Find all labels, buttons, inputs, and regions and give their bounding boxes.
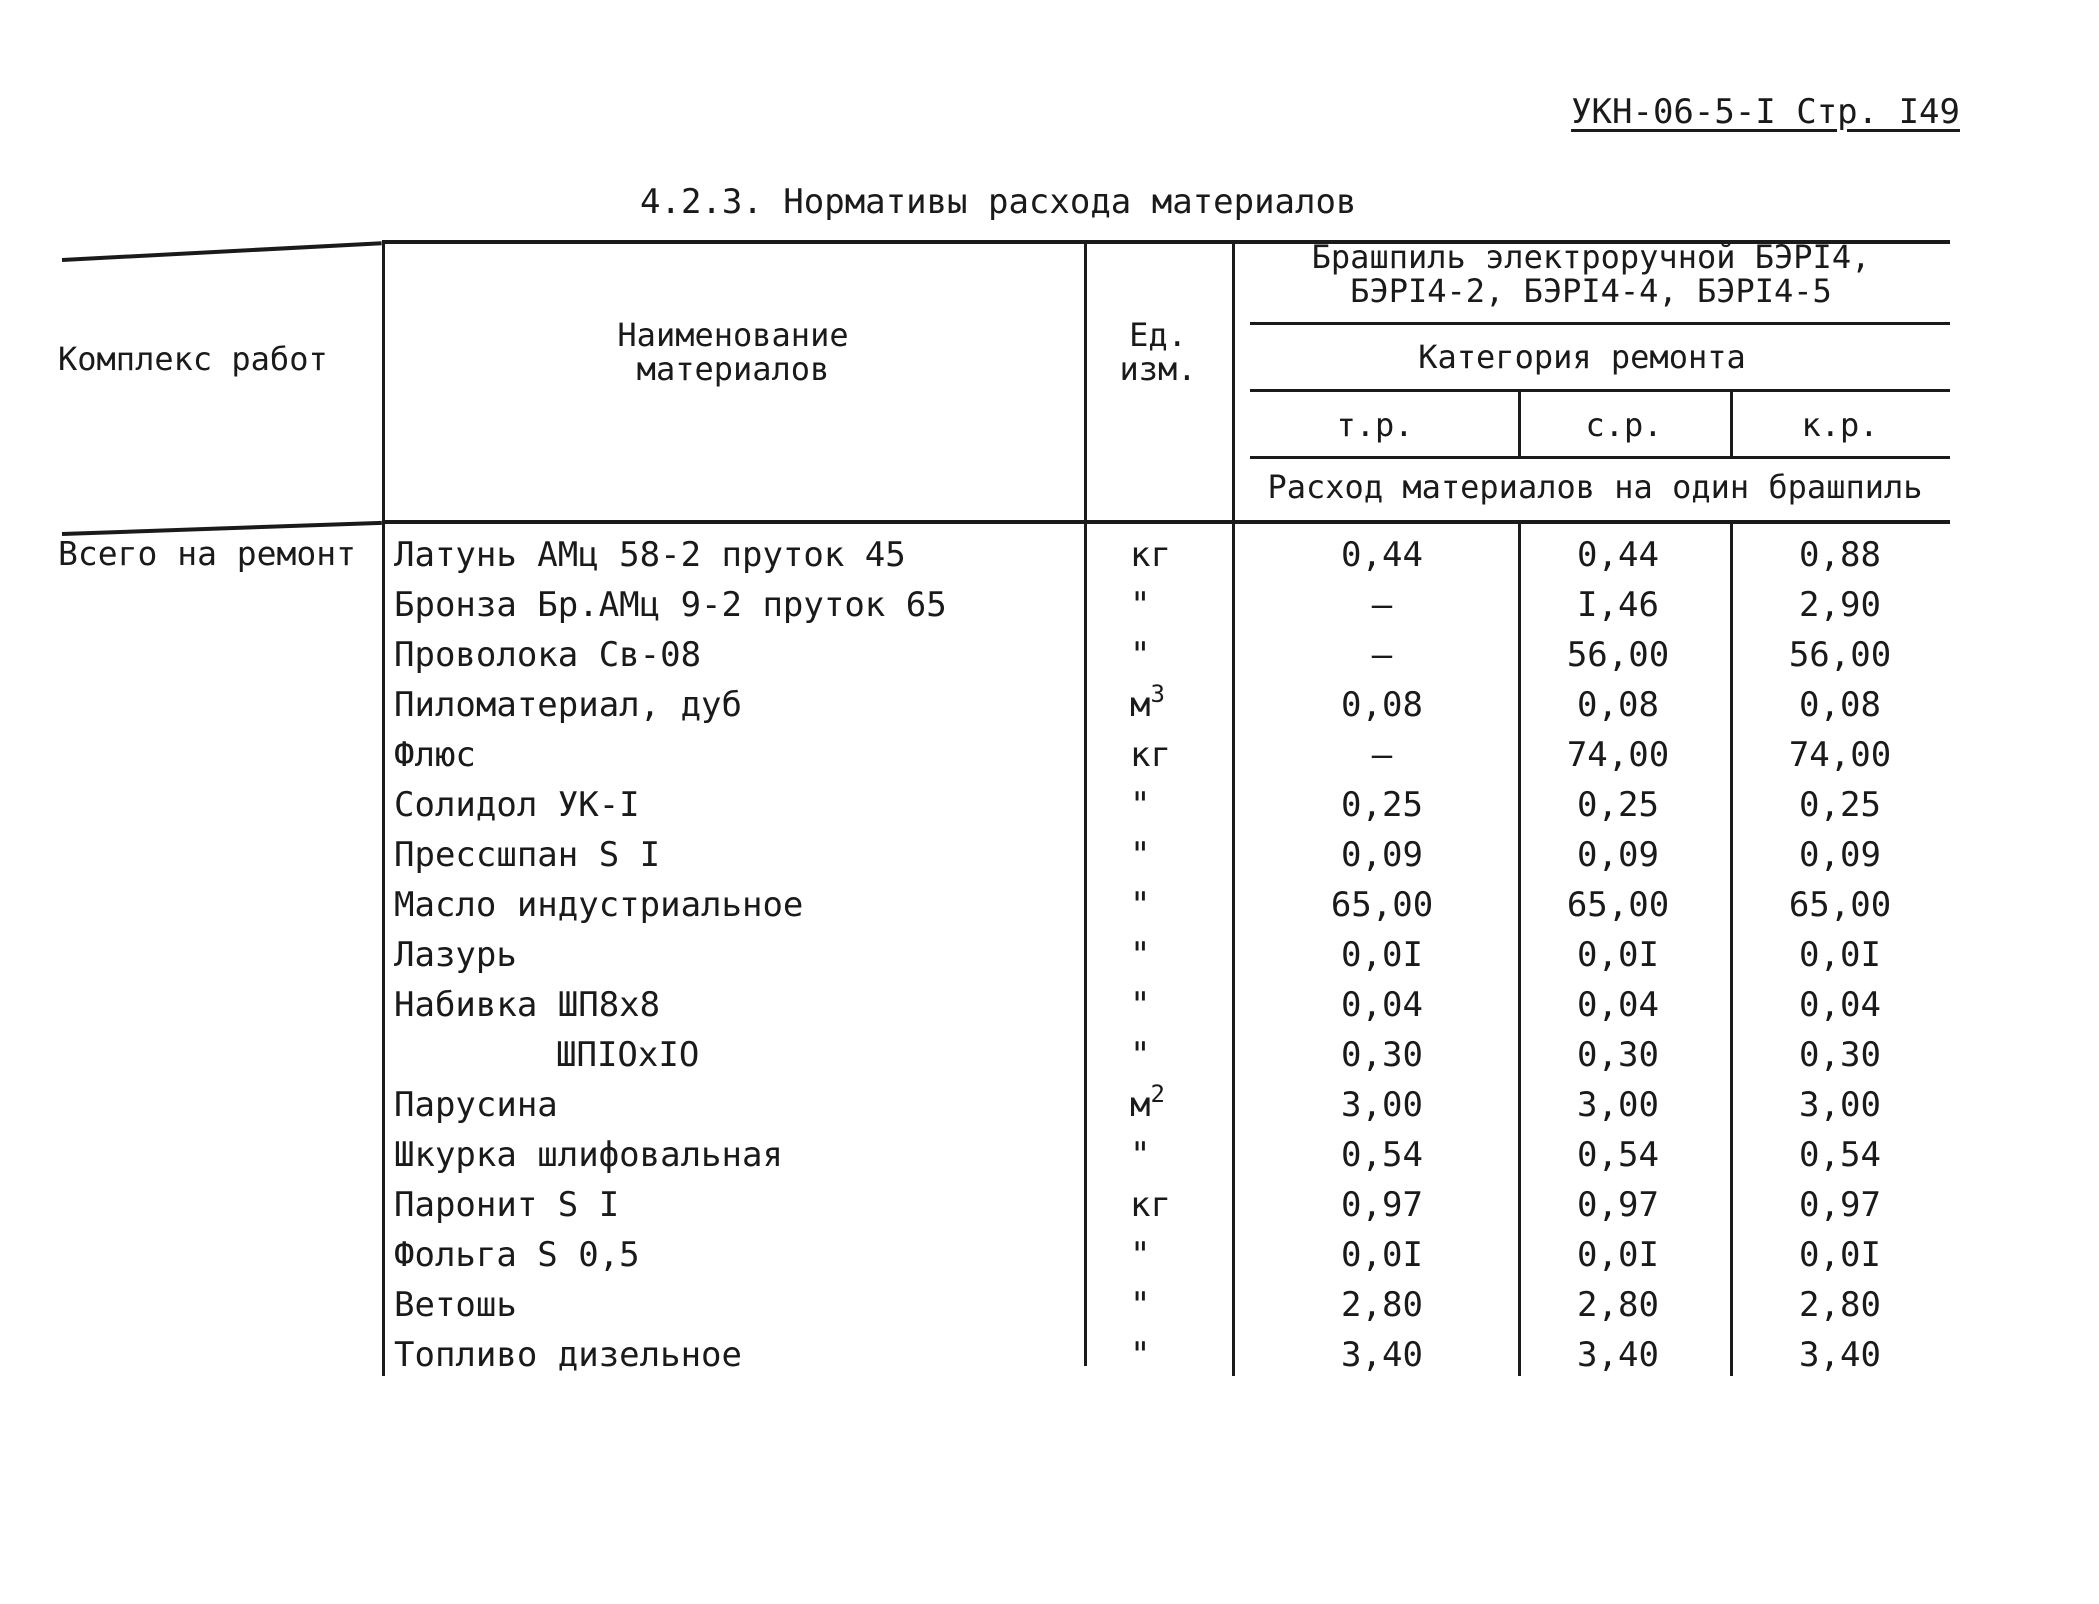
material-name: Флюс xyxy=(394,735,476,775)
material-name: Масло индустриальное xyxy=(394,885,804,925)
value-sr: 0,0I xyxy=(1577,1235,1659,1275)
unit-text: кг xyxy=(1130,735,1171,775)
unit-text: " xyxy=(1130,1135,1151,1175)
section-title: 4.2.3. Нормативы расхода материалов xyxy=(640,182,1357,222)
value-kr: 0,04 xyxy=(1799,985,1881,1025)
header-bottom-rule xyxy=(382,520,1950,524)
value-sr: 74,00 xyxy=(1566,735,1670,775)
table-row xyxy=(0,780,2099,830)
unit-text: " xyxy=(1130,635,1151,675)
material-unit xyxy=(1130,530,1200,580)
value-tr: 0,97 xyxy=(1341,1185,1423,1225)
value-tr: 0,25 xyxy=(1341,785,1423,825)
value-tr: 65,00 xyxy=(1330,885,1434,925)
material-name: Топливо дизельное xyxy=(394,1335,742,1375)
value-tr: 0,54 xyxy=(1341,1135,1423,1175)
value-tr: 0,08 xyxy=(1341,685,1423,725)
table-row xyxy=(0,680,2099,730)
table-row xyxy=(0,530,2099,580)
unit-text: " xyxy=(1130,885,1151,925)
material-unit xyxy=(1130,1230,1200,1280)
page-reference: УКН-06-5-I Стр. I49 xyxy=(1571,92,1960,132)
value-kr: 0,0I xyxy=(1799,1235,1881,1275)
table-row xyxy=(0,930,2099,980)
value-kr: 2,90 xyxy=(1799,585,1881,625)
material-name: Ветошь xyxy=(394,1285,517,1325)
table-row xyxy=(0,1330,2099,1380)
material-name: Лазурь xyxy=(394,935,517,975)
table-row xyxy=(0,980,2099,1030)
material-unit xyxy=(1130,930,1200,980)
value-kr: 0,08 xyxy=(1799,685,1881,725)
table-row xyxy=(0,580,2099,630)
unit-text: " xyxy=(1130,985,1151,1025)
material-unit xyxy=(1130,1130,1200,1180)
material-unit xyxy=(1130,730,1200,780)
unit-text: " xyxy=(1130,835,1151,875)
equipment-rule xyxy=(1250,322,1950,325)
unit-text: " xyxy=(1130,1035,1151,1075)
material-unit xyxy=(1130,1330,1200,1380)
unit-text: " xyxy=(1130,785,1151,825)
row-group-label: Всего на ремонт xyxy=(58,534,357,573)
value-sr: 0,25 xyxy=(1577,785,1659,825)
material-name: Прессшпан S I xyxy=(394,835,661,875)
unit-text: " xyxy=(1130,585,1151,625)
header-category: Категория ремонта xyxy=(1418,338,1746,376)
header-tr: т.р. xyxy=(1336,406,1414,444)
header-name xyxy=(382,318,1084,386)
value-tr: 2,80 xyxy=(1341,1285,1423,1325)
value-sr: 0,54 xyxy=(1577,1135,1659,1175)
unit-text: " xyxy=(1130,1285,1151,1325)
table-row xyxy=(0,630,2099,680)
material-unit xyxy=(1130,1030,1200,1080)
material-name: Паронит S I xyxy=(394,1185,620,1225)
value-kr: 65,00 xyxy=(1788,885,1892,925)
table-top-rule-left xyxy=(62,241,382,262)
material-name: Парусина xyxy=(394,1085,558,1125)
header-equipment-line2: БЭРI4-2, БЭРI4-4, БЭРI4-5 xyxy=(1350,272,1832,310)
header-kr: к.р. xyxy=(1801,406,1879,444)
header-consumption: Расход материалов на один брашпиль xyxy=(1267,468,1923,506)
header-equipment xyxy=(1232,240,1950,308)
unit-text: кг xyxy=(1130,535,1171,575)
table-row xyxy=(0,1180,2099,1230)
material-name: Пиломатериал, дуб xyxy=(394,685,742,725)
header-sr: с.р. xyxy=(1585,406,1663,444)
value-tr: – xyxy=(1371,735,1393,775)
header-unit-line1: Ед. xyxy=(1129,316,1187,354)
unit-exponent: 3 xyxy=(1150,680,1165,708)
value-sr: 65,00 xyxy=(1566,885,1670,925)
value-sr: 0,09 xyxy=(1577,835,1659,875)
value-kr: 3,40 xyxy=(1799,1335,1881,1375)
material-name: Латунь АМц 58-2 пруток 45 xyxy=(394,535,906,575)
value-kr: 0,0I xyxy=(1799,935,1881,975)
header-name-line2: материалов xyxy=(636,350,830,388)
header-complex: Комплекс работ xyxy=(58,340,328,378)
value-kr: 3,00 xyxy=(1799,1085,1881,1125)
value-sr: 3,00 xyxy=(1577,1085,1659,1125)
table-row xyxy=(0,1080,2099,1130)
unit-text: " xyxy=(1130,1335,1151,1375)
header-unit-line2: изм. xyxy=(1119,350,1197,388)
material-unit xyxy=(1130,880,1200,930)
header-name-line1: Наименование xyxy=(617,316,849,354)
material-name: ШПIOxIO xyxy=(556,1035,700,1075)
table-row xyxy=(0,1280,2099,1330)
value-kr: 0,88 xyxy=(1799,535,1881,575)
table-row xyxy=(0,880,2099,930)
material-unit xyxy=(1130,830,1200,880)
value-tr: 0,0I xyxy=(1341,1235,1423,1275)
table-row xyxy=(0,1130,2099,1180)
value-kr: 0,54 xyxy=(1799,1135,1881,1175)
value-tr: 3,40 xyxy=(1341,1335,1423,1375)
material-unit xyxy=(1130,1180,1200,1230)
value-sr: 0,04 xyxy=(1577,985,1659,1025)
value-sr: 0,0I xyxy=(1577,935,1659,975)
value-kr: 74,00 xyxy=(1788,735,1892,775)
material-name: Проволока Св-08 xyxy=(394,635,702,675)
unit-text: м xyxy=(1130,685,1151,725)
material-unit xyxy=(1130,780,1200,830)
category-rule xyxy=(1250,389,1950,392)
value-sr: 0,30 xyxy=(1577,1035,1659,1075)
header-equipment-line1: Брашпиль электроручной БЭРI4, xyxy=(1311,238,1871,276)
value-tr: – xyxy=(1371,585,1393,625)
table-row xyxy=(0,830,2099,880)
material-unit xyxy=(1130,980,1200,1030)
value-kr: 0,30 xyxy=(1799,1035,1881,1075)
unit-text: м xyxy=(1130,1085,1151,1125)
value-kr: 2,80 xyxy=(1799,1285,1881,1325)
value-sr: 0,44 xyxy=(1577,535,1659,575)
material-unit xyxy=(1130,680,1200,730)
subcategory-rule xyxy=(1250,456,1950,459)
value-kr: 0,97 xyxy=(1799,1185,1881,1225)
material-name: Бронза Бр.АМц 9-2 пруток 65 xyxy=(394,585,947,625)
material-name: Фольга S 0,5 xyxy=(394,1235,640,1275)
material-unit xyxy=(1130,1280,1200,1330)
table-row xyxy=(0,730,2099,780)
unit-text: кг xyxy=(1130,1185,1171,1225)
value-tr: – xyxy=(1371,635,1393,675)
unit-exponent: 2 xyxy=(1150,1080,1165,1108)
value-sr: 0,08 xyxy=(1577,685,1659,725)
material-unit xyxy=(1130,580,1200,630)
value-sr: 56,00 xyxy=(1566,635,1670,675)
material-unit xyxy=(1130,1080,1200,1130)
value-sr: 0,97 xyxy=(1577,1185,1659,1225)
value-tr: 0,44 xyxy=(1341,535,1423,575)
value-tr: 0,09 xyxy=(1341,835,1423,875)
table-row xyxy=(0,1030,2099,1080)
value-tr: 3,00 xyxy=(1341,1085,1423,1125)
value-tr: 0,04 xyxy=(1341,985,1423,1025)
header-unit xyxy=(1084,318,1232,386)
unit-text: " xyxy=(1130,935,1151,975)
unit-text: " xyxy=(1130,1235,1151,1275)
value-sr: 3,40 xyxy=(1577,1335,1659,1375)
value-kr: 56,00 xyxy=(1788,635,1892,675)
material-name: Солидол УК-I xyxy=(394,785,640,825)
value-sr: 2,80 xyxy=(1577,1285,1659,1325)
value-sr: I,46 xyxy=(1577,585,1659,625)
material-name: Шкурка шлифовальная xyxy=(394,1135,783,1175)
value-kr: 0,25 xyxy=(1799,785,1881,825)
material-unit xyxy=(1130,630,1200,680)
value-kr: 0,09 xyxy=(1799,835,1881,875)
value-tr: 0,30 xyxy=(1341,1035,1423,1075)
table-row xyxy=(0,1230,2099,1280)
value-tr: 0,0I xyxy=(1341,935,1423,975)
material-name: Набивка ШП8х8 xyxy=(394,985,661,1025)
